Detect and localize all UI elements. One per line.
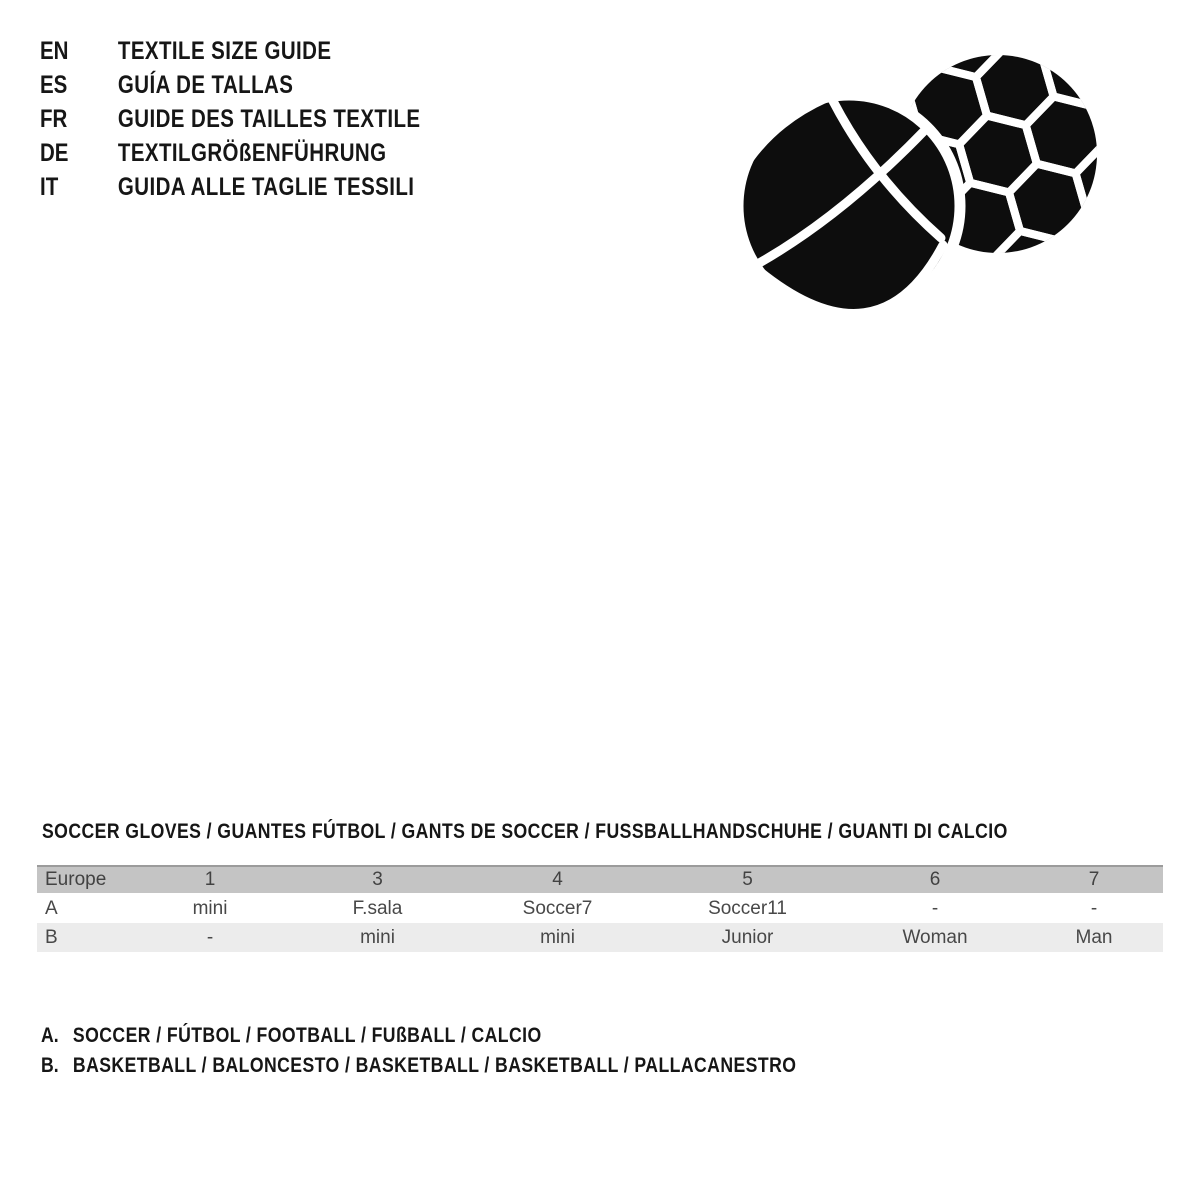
row-label: A bbox=[45, 898, 58, 919]
basketball-icon bbox=[738, 95, 960, 317]
table-header-row bbox=[37, 866, 1163, 894]
language-code: DE bbox=[40, 139, 69, 167]
legend-row-a bbox=[41, 1021, 796, 1051]
header-cell-size: 6 bbox=[845, 866, 1025, 894]
legend-text: SOCCER / FÚTBOL / FOOTBALL / FUßBALL / CALCIO bbox=[72, 1024, 542, 1047]
language-row-fr bbox=[40, 102, 420, 136]
cell-value: mini bbox=[192, 898, 228, 919]
legend-row-b bbox=[41, 1051, 796, 1081]
table-title: SOCCER GLOVES / GUANTES FÚTBOL / GANTS DE SOCCER / FUSSBALLHANDSCHUHE / GUANTI DI CALCIO bbox=[42, 820, 1008, 843]
size-table bbox=[37, 865, 1163, 952]
cell-value: mini bbox=[360, 926, 395, 948]
language-label: GUIDE DES TAILLES TEXTILE bbox=[117, 105, 421, 133]
table-row-a bbox=[37, 894, 1163, 923]
cell-value: Soccer7 bbox=[522, 898, 593, 919]
language-row-en bbox=[40, 34, 420, 68]
table-row-b bbox=[37, 923, 1163, 952]
legend bbox=[41, 1021, 796, 1081]
language-title-list bbox=[40, 34, 420, 204]
language-row-it bbox=[40, 170, 420, 204]
cell-value: - bbox=[1090, 898, 1098, 919]
basketball-and-soccer-ball-icon bbox=[718, 38, 1118, 360]
legend-marker: A. bbox=[41, 1024, 59, 1047]
row-label: B bbox=[45, 926, 58, 948]
language-label: TEXTILE SIZE GUIDE bbox=[117, 37, 332, 65]
cell-value: - bbox=[931, 898, 939, 919]
cell-value: - bbox=[206, 926, 214, 948]
language-label: TEXTILGRÖßENFÜHRUNG bbox=[117, 139, 387, 167]
cell-value: mini bbox=[540, 926, 575, 948]
language-code: FR bbox=[40, 105, 68, 133]
language-label: GUIDA ALLE TAGLIE TESSILI bbox=[117, 173, 415, 201]
cell-value: Junior bbox=[721, 926, 774, 948]
header-cell-size: 7 bbox=[1025, 866, 1163, 894]
header-cell-region: Europe bbox=[37, 866, 130, 894]
language-label: GUÍA DE TALLAS bbox=[117, 71, 294, 99]
cell-value: F.sala bbox=[352, 898, 403, 919]
language-code: EN bbox=[40, 37, 69, 65]
legend-marker: B. bbox=[41, 1054, 59, 1077]
header-cell-size: 3 bbox=[290, 866, 465, 894]
header-cell-size: 1 bbox=[130, 866, 290, 894]
header-cell-size: 4 bbox=[465, 866, 650, 894]
cell-value: Soccer11 bbox=[708, 898, 787, 919]
legend-text: BASKETBALL / BALONCESTO / BASKETBALL / BASKETBALL / PALLACANESTRO bbox=[72, 1054, 797, 1077]
cell-value: Man bbox=[1075, 926, 1113, 948]
language-code: IT bbox=[40, 173, 59, 201]
language-code: ES bbox=[40, 71, 68, 99]
cell-value: Woman bbox=[902, 926, 968, 948]
language-row-es bbox=[40, 68, 420, 102]
language-row-de bbox=[40, 136, 420, 170]
header-cell-size: 5 bbox=[650, 866, 845, 894]
